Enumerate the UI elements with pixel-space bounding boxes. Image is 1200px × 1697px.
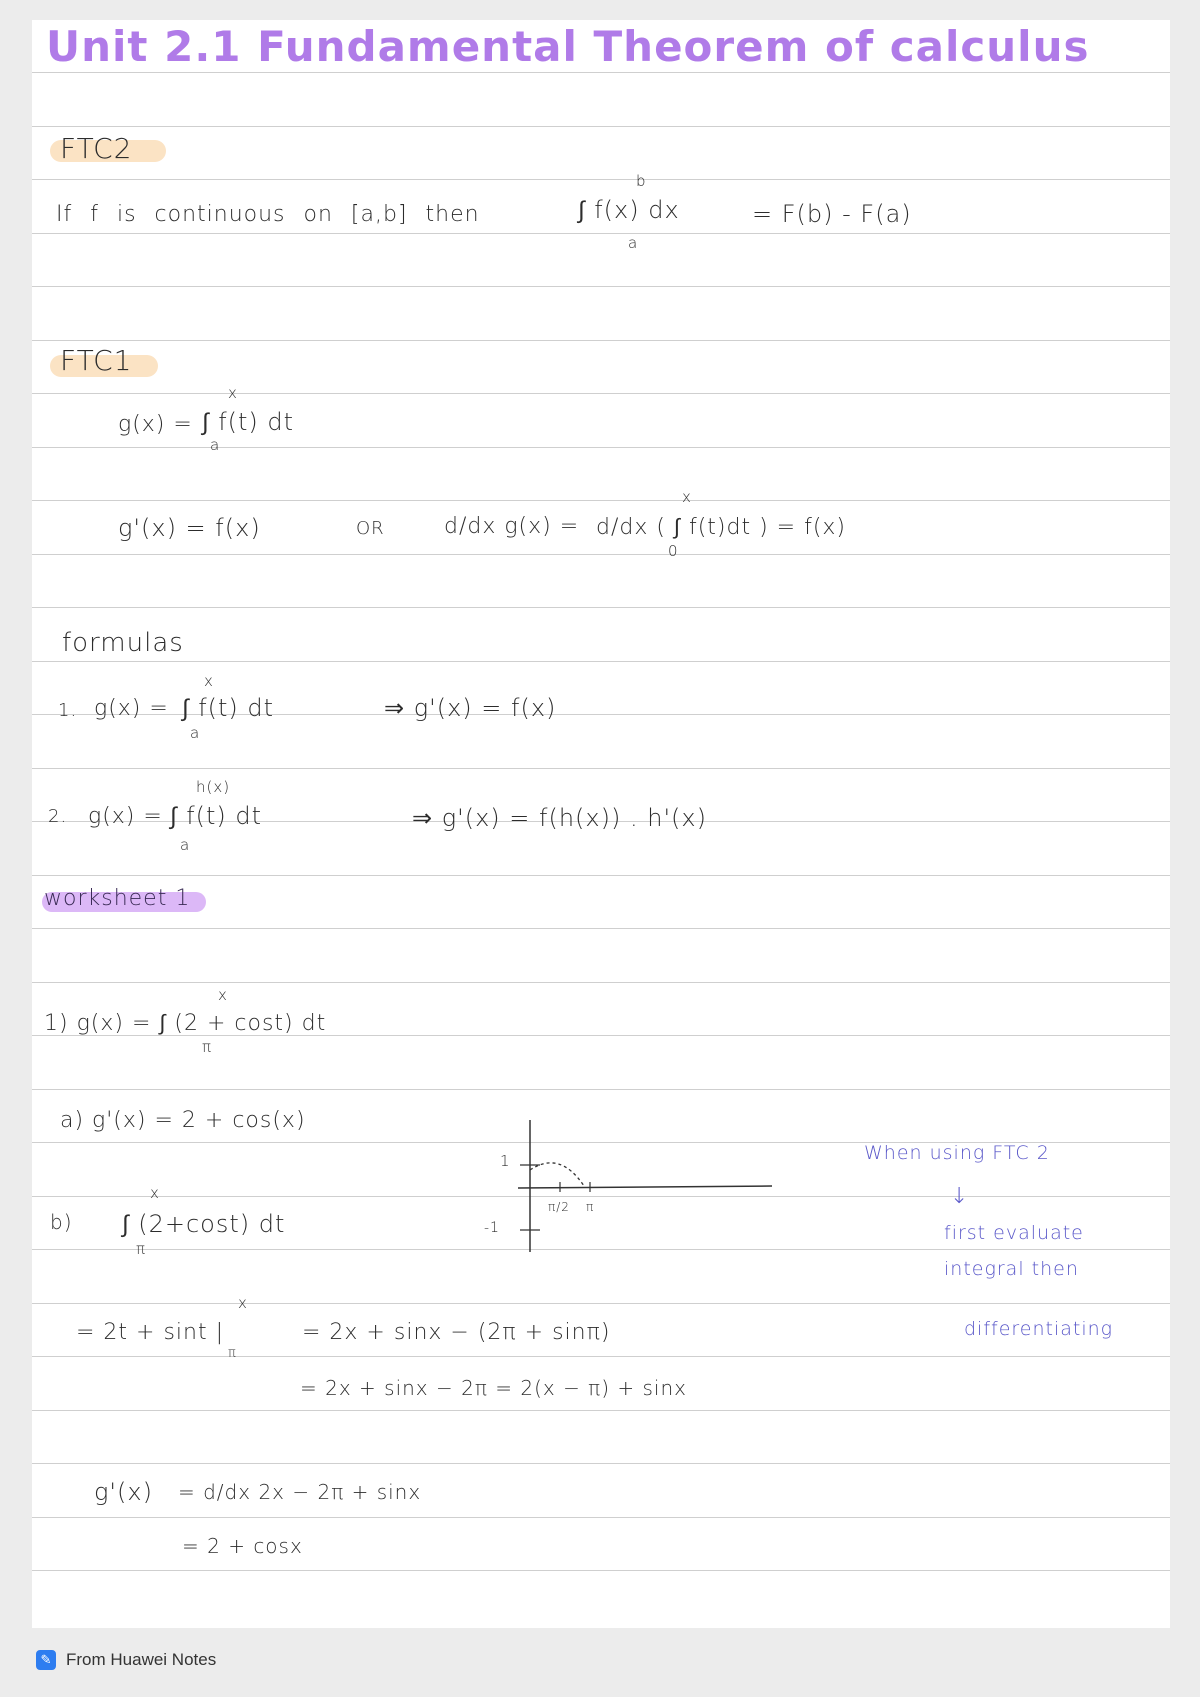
worksheet-heading: worksheet 1	[44, 886, 191, 911]
formula-rhs: ⇒ g'(x) = f(x)	[384, 694, 557, 722]
part-b-label: b)	[50, 1210, 73, 1234]
ftc1-definition-integral: ∫ f(t) dt	[202, 408, 295, 436]
ftc1-definition-lhs: g(x) =	[118, 412, 193, 437]
step-1-lower-limit: π	[228, 1346, 237, 1361]
page-title: Unit 2.1 Fundamental Theorem of calculus	[46, 22, 1090, 71]
part-b-lower-limit: π	[136, 1240, 147, 1258]
formulas-heading: formulas	[62, 628, 184, 658]
formula-lhs: g(x) =	[88, 804, 163, 829]
formula-lhs: g(x) =	[94, 696, 169, 721]
step-1-rhs: = 2x + sinx − (2π + sinπ)	[302, 1320, 611, 1345]
graph-x-label: π/2	[548, 1200, 570, 1214]
ftc1-ddx-upper-limit: x	[682, 488, 692, 506]
part-b-integral: ∫ (2+cost) dt	[122, 1210, 286, 1238]
ftc1-lower-limit: a	[210, 436, 221, 454]
formula-upper-limit: x	[204, 672, 214, 690]
ftc2-heading: FTC2	[60, 132, 133, 165]
formula-integral: ∫ f(t) dt	[182, 694, 275, 722]
note-line: When using FTC 2	[864, 1142, 1050, 1164]
step-2: = 2x + sinx − 2π = 2(x − π) + sinx	[300, 1376, 687, 1400]
ftc1-ddx-right: d/dx ( ∫ f(t)dt ) = f(x)	[596, 515, 847, 540]
sketch-graph	[32, 20, 1170, 1628]
step-1: = 2t + sint |	[76, 1320, 225, 1345]
graph-x-label: π	[586, 1200, 595, 1214]
note-arrow: ↓	[950, 1184, 970, 1209]
problem-statement: 1) g(x) = ∫ (2 + cost) dt	[44, 1011, 327, 1036]
derivative-rhs: = d/dx 2x − 2π + sinx	[178, 1480, 422, 1504]
footer	[36, 1650, 216, 1670]
ftc1-or: OR	[356, 518, 385, 539]
formula-number: 1.	[58, 700, 78, 721]
problem-lower-limit: π	[202, 1038, 213, 1056]
footer-text: From Huawei Notes	[66, 1650, 217, 1669]
ftc2-integral: ∫ f(x) dx	[578, 196, 680, 224]
part-b-upper-limit: x	[150, 1184, 160, 1202]
derivative-result: = 2 + cosx	[182, 1534, 303, 1558]
ftc2-result: = F(b) - F(a)	[752, 200, 912, 228]
formula-rhs: ⇒ g'(x) = f(h(x)) . h'(x)	[412, 804, 707, 832]
ftc1-upper-limit: x	[228, 384, 238, 402]
problem-upper-limit: x	[218, 986, 228, 1004]
formula-lower-limit: a	[180, 836, 191, 854]
formula-upper-limit: h(x)	[196, 778, 231, 796]
note-line: differentiating	[964, 1318, 1114, 1340]
graph-y-top-label: 1	[500, 1152, 511, 1170]
graph-y-bottom-label: -1	[484, 1220, 500, 1236]
note-line: first evaluate	[944, 1222, 1084, 1244]
notes-icon: ✎	[36, 1650, 56, 1670]
formula-number: 2.	[48, 806, 68, 827]
derivative-lhs: g'(x)	[94, 1478, 153, 1506]
ftc2-statement: If f is continuous on [a,b] then	[56, 202, 480, 227]
ftc2-lower-limit: a	[628, 234, 639, 252]
note-page	[32, 20, 1170, 1628]
ftc1-ddx-left: d/dx g(x) =	[444, 514, 580, 539]
ftc1-ddx-lower-limit: 0	[668, 542, 679, 560]
step-1-upper-limit: x	[238, 1294, 248, 1312]
part-a-answer: a) g'(x) = 2 + cos(x)	[60, 1108, 306, 1133]
formula-lower-limit: a	[190, 724, 201, 742]
note-line: integral then	[944, 1258, 1079, 1280]
ftc1-heading: FTC1	[60, 344, 133, 377]
ftc1-derivative: g'(x) = f(x)	[118, 514, 261, 542]
formula-integral: ∫ f(t) dt	[170, 802, 263, 830]
ftc2-upper-limit: b	[636, 172, 647, 190]
